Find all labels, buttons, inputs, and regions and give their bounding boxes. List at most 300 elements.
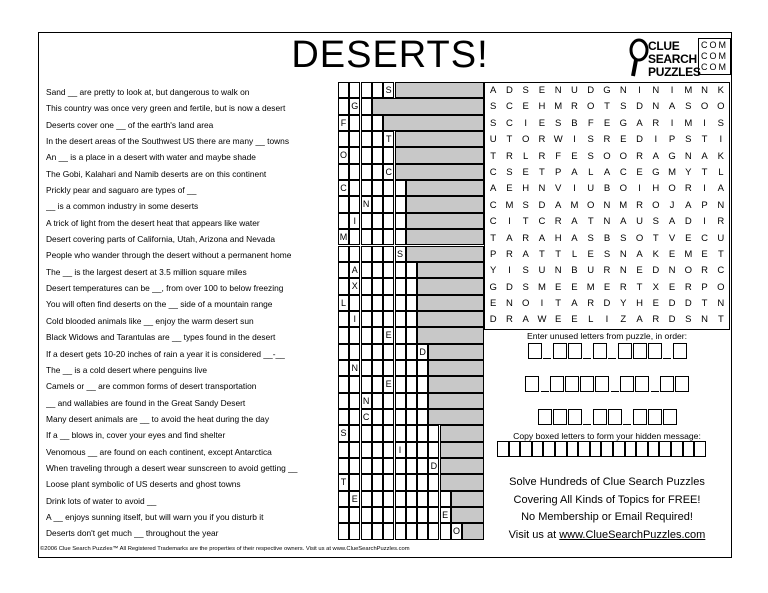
answer-cell[interactable]: L	[338, 295, 349, 311]
answer-cell[interactable]	[395, 196, 406, 212]
grid-letter[interactable]: E	[685, 232, 692, 244]
answer-cell[interactable]	[372, 278, 383, 294]
grid-letter[interactable]: E	[571, 314, 578, 326]
grid-letter[interactable]: U	[636, 216, 643, 228]
grid-letter[interactable]: R	[603, 265, 611, 277]
answer-cell[interactable]: N	[349, 360, 360, 376]
hidden-message-box[interactable]	[578, 441, 590, 457]
answer-cell[interactable]	[372, 246, 383, 262]
grid-letter[interactable]: A	[571, 216, 578, 228]
grid-letter[interactable]: H	[522, 183, 530, 195]
letter-box[interactable]	[633, 343, 647, 359]
answer-cell[interactable]: O	[451, 523, 462, 539]
letter-box[interactable]	[620, 376, 634, 392]
grid-letter[interactable]: M	[537, 281, 546, 293]
answer-cell[interactable]: E	[349, 491, 360, 507]
grid-letter[interactable]: D	[668, 298, 676, 310]
answer-cell[interactable]	[406, 295, 417, 311]
answer-cell[interactable]	[361, 474, 372, 490]
answer-cell[interactable]	[361, 491, 372, 507]
hidden-message-box[interactable]	[509, 441, 521, 457]
grid-letter[interactable]: Y	[620, 298, 627, 310]
grid-letter[interactable]: H	[652, 183, 660, 195]
grid-letter[interactable]: H	[636, 298, 643, 310]
grid-letter[interactable]: A	[620, 216, 627, 228]
grid-letter[interactable]: S	[587, 134, 594, 146]
grid-letter[interactable]: S	[587, 232, 594, 244]
grid-letter[interactable]: Y	[685, 166, 692, 178]
hidden-message-box[interactable]	[555, 441, 567, 457]
answer-cell[interactable]: G	[349, 98, 360, 114]
answer-cell[interactable]	[372, 180, 383, 196]
grid-letter[interactable]: L	[718, 166, 724, 178]
grid-letter[interactable]: K	[652, 248, 659, 260]
grid-letter[interactable]: D	[587, 85, 595, 96]
answer-cell[interactable]	[406, 278, 417, 294]
grid-letter[interactable]: U	[489, 134, 497, 146]
grid-letter[interactable]: G	[668, 150, 676, 162]
grid-letter[interactable]: O	[635, 232, 644, 244]
grid-letter[interactable]: A	[668, 101, 676, 113]
answer-cell[interactable]	[406, 458, 417, 474]
hidden-message-box[interactable]	[625, 441, 637, 457]
answer-cell[interactable]	[372, 491, 383, 507]
grid-letter[interactable]: D	[505, 85, 513, 96]
hidden-message-box[interactable]	[520, 441, 532, 457]
answer-cell[interactable]	[361, 295, 372, 311]
answer-cell[interactable]	[372, 262, 383, 278]
grid-letter[interactable]: E	[668, 248, 676, 260]
grid-letter[interactable]: S	[555, 117, 562, 129]
grid-letter[interactable]: G	[603, 85, 611, 96]
answer-cell[interactable]	[417, 523, 428, 539]
answer-cell[interactable]	[372, 425, 383, 441]
answer-cell[interactable]	[383, 344, 394, 360]
answer-cell[interactable]	[361, 523, 372, 539]
grid-letter[interactable]: N	[652, 85, 660, 96]
answer-cell[interactable]	[349, 196, 360, 212]
grid-letter[interactable]: P	[555, 166, 562, 178]
grid-letter[interactable]: D	[505, 281, 513, 293]
grid-letter[interactable]: S	[620, 232, 627, 244]
answer-cell[interactable]	[383, 180, 394, 196]
grid-letter[interactable]: A	[636, 117, 643, 129]
answer-cell[interactable]	[383, 229, 394, 245]
answer-cell[interactable]	[372, 196, 383, 212]
answer-cell[interactable]	[349, 295, 360, 311]
answer-cell[interactable]	[372, 82, 383, 98]
grid-letter[interactable]: A	[522, 248, 529, 260]
answer-cell[interactable]	[395, 360, 406, 376]
answer-cell[interactable]: N	[361, 393, 372, 409]
grid-letter[interactable]: W	[537, 314, 547, 326]
grid-letter[interactable]: I	[524, 117, 527, 129]
answer-cell[interactable]	[395, 295, 406, 311]
letter-box[interactable]	[568, 409, 582, 425]
letter-box[interactable]	[673, 343, 687, 359]
answer-cell[interactable]: O	[338, 147, 349, 163]
answer-cell[interactable]	[361, 82, 372, 98]
grid-letter[interactable]: U	[587, 183, 595, 195]
grid-letter[interactable]: N	[652, 101, 660, 113]
grid-letter[interactable]: N	[603, 216, 611, 228]
grid-letter[interactable]: T	[717, 248, 724, 260]
letter-box[interactable]	[538, 409, 552, 425]
answer-cell[interactable]	[338, 344, 349, 360]
grid-letter[interactable]: A	[701, 150, 708, 162]
grid-letter[interactable]: R	[571, 101, 578, 113]
grid-letter[interactable]: U	[571, 85, 578, 96]
answer-cell[interactable]	[372, 523, 383, 539]
grid-letter[interactable]: N	[603, 199, 611, 211]
grid-letter[interactable]: E	[603, 281, 611, 293]
answer-cell[interactable]	[338, 278, 349, 294]
answer-cell[interactable]	[349, 409, 360, 425]
grid-letter[interactable]: S	[717, 117, 725, 129]
answer-cell[interactable]	[372, 376, 383, 392]
grid-letter[interactable]: B	[571, 265, 578, 277]
grid-letter[interactable]: E	[587, 248, 594, 260]
grid-letter[interactable]: E	[489, 298, 497, 310]
grid-letter[interactable]: B	[571, 117, 578, 129]
grid-letter[interactable]: A	[668, 216, 676, 228]
grid-letter[interactable]: T	[506, 134, 513, 146]
grid-letter[interactable]: M	[554, 101, 563, 113]
grid-letter[interactable]: V	[555, 183, 562, 195]
answer-cell[interactable]	[372, 147, 383, 163]
grid-letter[interactable]: O	[717, 101, 725, 113]
answer-cell[interactable]	[349, 327, 360, 343]
grid-letter[interactable]: U	[587, 265, 595, 277]
answer-cell[interactable]: S	[338, 425, 349, 441]
answer-cell[interactable]	[417, 376, 428, 392]
hidden-message-box[interactable]	[543, 441, 555, 457]
grid-letter[interactable]: I	[540, 298, 544, 310]
grid-letter[interactable]: O	[521, 134, 530, 146]
grid-letter[interactable]: M	[619, 199, 628, 211]
answer-cell[interactable]	[361, 425, 372, 441]
answer-cell[interactable]: E	[383, 327, 394, 343]
answer-cell[interactable]	[338, 409, 349, 425]
answer-cell[interactable]	[372, 295, 383, 311]
letter-box[interactable]	[648, 343, 662, 359]
answer-cell[interactable]	[395, 425, 406, 441]
answer-cell[interactable]	[406, 523, 417, 539]
grid-letter[interactable]: E	[620, 134, 627, 146]
grid-letter[interactable]: R	[587, 298, 595, 310]
answer-cell[interactable]	[406, 376, 417, 392]
answer-cell[interactable]	[383, 458, 394, 474]
letter-box[interactable]	[568, 343, 582, 359]
grid-letter[interactable]: T	[701, 166, 708, 178]
grid-letter[interactable]: A	[522, 314, 529, 326]
hidden-message-box[interactable]	[671, 441, 683, 457]
answer-cell[interactable]	[338, 458, 349, 474]
grid-letter[interactable]: E	[652, 298, 659, 310]
answer-cell[interactable]	[361, 147, 372, 163]
grid-letter[interactable]: A	[717, 183, 725, 195]
answer-cell[interactable]	[349, 458, 360, 474]
grid-letter[interactable]: U	[538, 265, 546, 277]
answer-cell[interactable]	[417, 491, 428, 507]
grid-letter[interactable]: S	[685, 134, 692, 146]
answer-cell[interactable]	[349, 523, 360, 539]
answer-cell[interactable]	[338, 246, 349, 262]
grid-letter[interactable]: P	[701, 199, 708, 211]
answer-cell[interactable]	[372, 507, 383, 523]
answer-cell[interactable]	[395, 278, 406, 294]
grid-letter[interactable]: I	[654, 134, 658, 146]
grid-letter[interactable]: T	[652, 232, 659, 244]
grid-letter[interactable]: Z	[620, 314, 627, 326]
grid-letter[interactable]: R	[538, 150, 546, 162]
grid-letter[interactable]: E	[571, 281, 578, 293]
answer-cell[interactable]	[349, 376, 360, 392]
answer-cell[interactable]	[349, 131, 360, 147]
answer-cell[interactable]	[383, 246, 394, 262]
grid-letter[interactable]: C	[505, 117, 513, 129]
letter-box[interactable]	[553, 343, 567, 359]
answer-cell[interactable]	[361, 360, 372, 376]
grid-letter[interactable]: R	[652, 117, 660, 129]
grid-letter[interactable]: E	[603, 117, 611, 129]
answer-cell[interactable]	[406, 491, 417, 507]
answer-cell[interactable]	[361, 442, 372, 458]
answer-cell[interactable]	[349, 115, 360, 131]
answer-cell[interactable]	[349, 507, 360, 523]
grid-letter[interactable]: N	[619, 85, 627, 96]
grid-letter[interactable]: I	[508, 216, 511, 228]
grid-letter[interactable]: A	[685, 199, 692, 211]
grid-letter[interactable]: T	[604, 101, 610, 113]
grid-letter[interactable]: I	[508, 265, 511, 277]
grid-letter[interactable]: M	[684, 248, 693, 260]
grid-letter[interactable]: S	[522, 281, 529, 293]
answer-cell[interactable]	[338, 164, 349, 180]
answer-cell[interactable]	[361, 311, 372, 327]
grid-letter[interactable]: D	[603, 298, 611, 310]
grid-letter[interactable]: D	[684, 298, 692, 310]
answer-cell[interactable]	[361, 507, 372, 523]
grid-letter[interactable]: F	[587, 117, 594, 129]
grid-letter[interactable]: T	[701, 134, 708, 146]
answer-cell[interactable]	[383, 213, 394, 229]
grid-letter[interactable]: R	[636, 150, 643, 162]
answer-cell[interactable]	[428, 474, 439, 490]
grid-letter[interactable]: K	[717, 85, 725, 96]
answer-cell[interactable]	[383, 295, 394, 311]
grid-letter[interactable]: R	[522, 232, 530, 244]
grid-letter[interactable]: L	[523, 150, 529, 162]
grid-letter[interactable]: T	[717, 314, 724, 326]
grid-letter[interactable]: R	[603, 134, 611, 146]
answer-cell[interactable]	[372, 229, 383, 245]
grid-letter[interactable]: A	[489, 183, 497, 195]
grid-letter[interactable]: D	[652, 265, 660, 277]
answer-cell[interactable]	[338, 442, 349, 458]
grid-letter[interactable]: D	[489, 314, 497, 326]
answer-cell[interactable]	[372, 213, 383, 229]
grid-letter[interactable]: G	[619, 117, 627, 129]
letter-box[interactable]	[675, 376, 689, 392]
grid-letter[interactable]: S	[587, 150, 594, 162]
grid-letter[interactable]: S	[522, 85, 529, 96]
grid-letter[interactable]: M	[586, 281, 595, 293]
letter-box[interactable]	[528, 343, 542, 359]
letter-box[interactable]	[580, 376, 594, 392]
answer-cell[interactable]	[338, 131, 349, 147]
grid-letter[interactable]: A	[636, 314, 643, 326]
answer-cell[interactable]	[372, 327, 383, 343]
hidden-message-box[interactable]	[648, 441, 660, 457]
answer-cell[interactable]	[372, 458, 383, 474]
grid-letter[interactable]: I	[670, 85, 674, 96]
hidden-message-box[interactable]	[636, 441, 648, 457]
grid-letter[interactable]: T	[522, 216, 529, 228]
grid-letter[interactable]: I	[703, 117, 706, 129]
grid-letter[interactable]: N	[554, 265, 562, 277]
grid-letter[interactable]: A	[489, 85, 497, 96]
answer-cell[interactable]	[428, 491, 439, 507]
grid-letter[interactable]: F	[555, 150, 562, 162]
grid-letter[interactable]: E	[506, 183, 513, 195]
answer-cell[interactable]	[395, 409, 406, 425]
answer-cell[interactable]	[349, 344, 360, 360]
answer-cell[interactable]	[428, 523, 439, 539]
answer-cell[interactable]: D	[428, 458, 439, 474]
grid-letter[interactable]: I	[703, 183, 706, 195]
answer-cell[interactable]	[361, 98, 372, 114]
answer-cell[interactable]	[338, 213, 349, 229]
answer-cell[interactable]: A	[349, 262, 360, 278]
grid-letter[interactable]: X	[652, 281, 659, 293]
grid-letter[interactable]: D	[538, 199, 546, 211]
grid-letter[interactable]: I	[605, 314, 609, 326]
answer-cell[interactable]	[428, 425, 439, 441]
grid-letter[interactable]: C	[505, 101, 513, 113]
answer-cell[interactable]	[349, 393, 360, 409]
grid-letter[interactable]: C	[701, 232, 709, 244]
grid-letter[interactable]: S	[489, 117, 497, 129]
answer-cell[interactable]	[395, 344, 406, 360]
answer-cell[interactable]	[361, 131, 372, 147]
grid-letter[interactable]: A	[571, 166, 578, 178]
answer-cell[interactable]	[349, 180, 360, 196]
answer-cell[interactable]	[417, 360, 428, 376]
hidden-message-box[interactable]	[567, 441, 579, 457]
answer-cell[interactable]	[406, 442, 417, 458]
grid-letter[interactable]: R	[684, 281, 692, 293]
grid-letter[interactable]: T	[539, 166, 545, 178]
grid-letter[interactable]: E	[538, 85, 546, 96]
answer-cell[interactable]	[372, 360, 383, 376]
answer-cell[interactable]	[417, 507, 428, 523]
answer-cell[interactable]: N	[361, 196, 372, 212]
hidden-message-box[interactable]	[694, 441, 706, 457]
grid-letter[interactable]: E	[522, 166, 529, 178]
grid-letter[interactable]: E	[668, 281, 676, 293]
answer-cell[interactable]	[338, 262, 349, 278]
grid-letter[interactable]: W	[553, 134, 563, 146]
grid-letter[interactable]: B	[603, 183, 611, 195]
answer-cell[interactable]	[383, 474, 394, 490]
grid-letter[interactable]: L	[588, 166, 594, 178]
answer-cell[interactable]	[349, 425, 360, 441]
answer-cell[interactable]	[361, 115, 372, 131]
grid-letter[interactable]: T	[490, 150, 497, 162]
answer-cell[interactable]	[338, 98, 349, 114]
answer-cell[interactable]: S	[395, 246, 406, 262]
answer-cell[interactable]	[383, 425, 394, 441]
answer-cell[interactable]	[361, 278, 372, 294]
hidden-message-box[interactable]	[532, 441, 544, 457]
grid-letter[interactable]: R	[717, 216, 725, 228]
grid-letter[interactable]: D	[684, 216, 692, 228]
letter-box[interactable]	[608, 409, 622, 425]
answer-cell[interactable]	[383, 262, 394, 278]
answer-cell[interactable]: E	[383, 376, 394, 392]
grid-letter[interactable]: L	[571, 248, 578, 260]
grid-letter[interactable]: R	[636, 199, 643, 211]
grid-letter[interactable]: B	[603, 232, 611, 244]
answer-cell[interactable]	[361, 180, 372, 196]
answer-cell[interactable]: C	[361, 409, 372, 425]
grid-letter[interactable]: D	[668, 314, 676, 326]
grid-letter[interactable]: A	[636, 248, 643, 260]
answer-cell[interactable]	[406, 409, 417, 425]
answer-cell[interactable]: I	[349, 213, 360, 229]
grid-letter[interactable]: R	[538, 134, 546, 146]
grid-letter[interactable]: E	[555, 281, 562, 293]
grid-letter[interactable]: C	[538, 216, 546, 228]
letter-box[interactable]	[593, 343, 607, 359]
grid-letter[interactable]: S	[603, 248, 611, 260]
grid-letter[interactable]: S	[685, 314, 692, 326]
answer-cell[interactable]	[361, 213, 372, 229]
answer-cell[interactable]	[361, 164, 372, 180]
answer-cell[interactable]	[395, 311, 406, 327]
grid-letter[interactable]: T	[539, 248, 545, 260]
grid-letter[interactable]: N	[701, 314, 709, 326]
hidden-message-box[interactable]	[613, 441, 625, 457]
letter-box[interactable]	[648, 409, 662, 425]
letter-box[interactable]	[553, 409, 567, 425]
grid-letter[interactable]: S	[652, 216, 659, 228]
grid-letter[interactable]: D	[636, 134, 643, 146]
answer-cell[interactable]	[406, 393, 417, 409]
grid-letter[interactable]: J	[669, 199, 675, 211]
grid-letter[interactable]: O	[619, 183, 627, 195]
grid-letter[interactable]: H	[538, 101, 546, 113]
answer-cell[interactable]	[417, 442, 428, 458]
letter-box[interactable]	[565, 376, 579, 392]
answer-cell[interactable]: F	[338, 115, 349, 131]
answer-cell[interactable]	[417, 393, 428, 409]
letter-box[interactable]	[595, 376, 609, 392]
grid-letter[interactable]: N	[668, 265, 676, 277]
grid-letter[interactable]: H	[554, 232, 562, 244]
answer-cell[interactable]	[383, 360, 394, 376]
grid-letter[interactable]: Y	[489, 265, 497, 277]
answer-cell[interactable]	[338, 523, 349, 539]
answer-cell[interactable]	[372, 409, 383, 425]
answer-cell[interactable]	[383, 491, 394, 507]
grid-letter[interactable]: I	[719, 134, 723, 146]
grid-letter[interactable]: E	[636, 166, 643, 178]
answer-cell[interactable]	[338, 327, 349, 343]
grid-letter[interactable]: N	[717, 298, 725, 310]
answer-cell[interactable]	[417, 474, 428, 490]
